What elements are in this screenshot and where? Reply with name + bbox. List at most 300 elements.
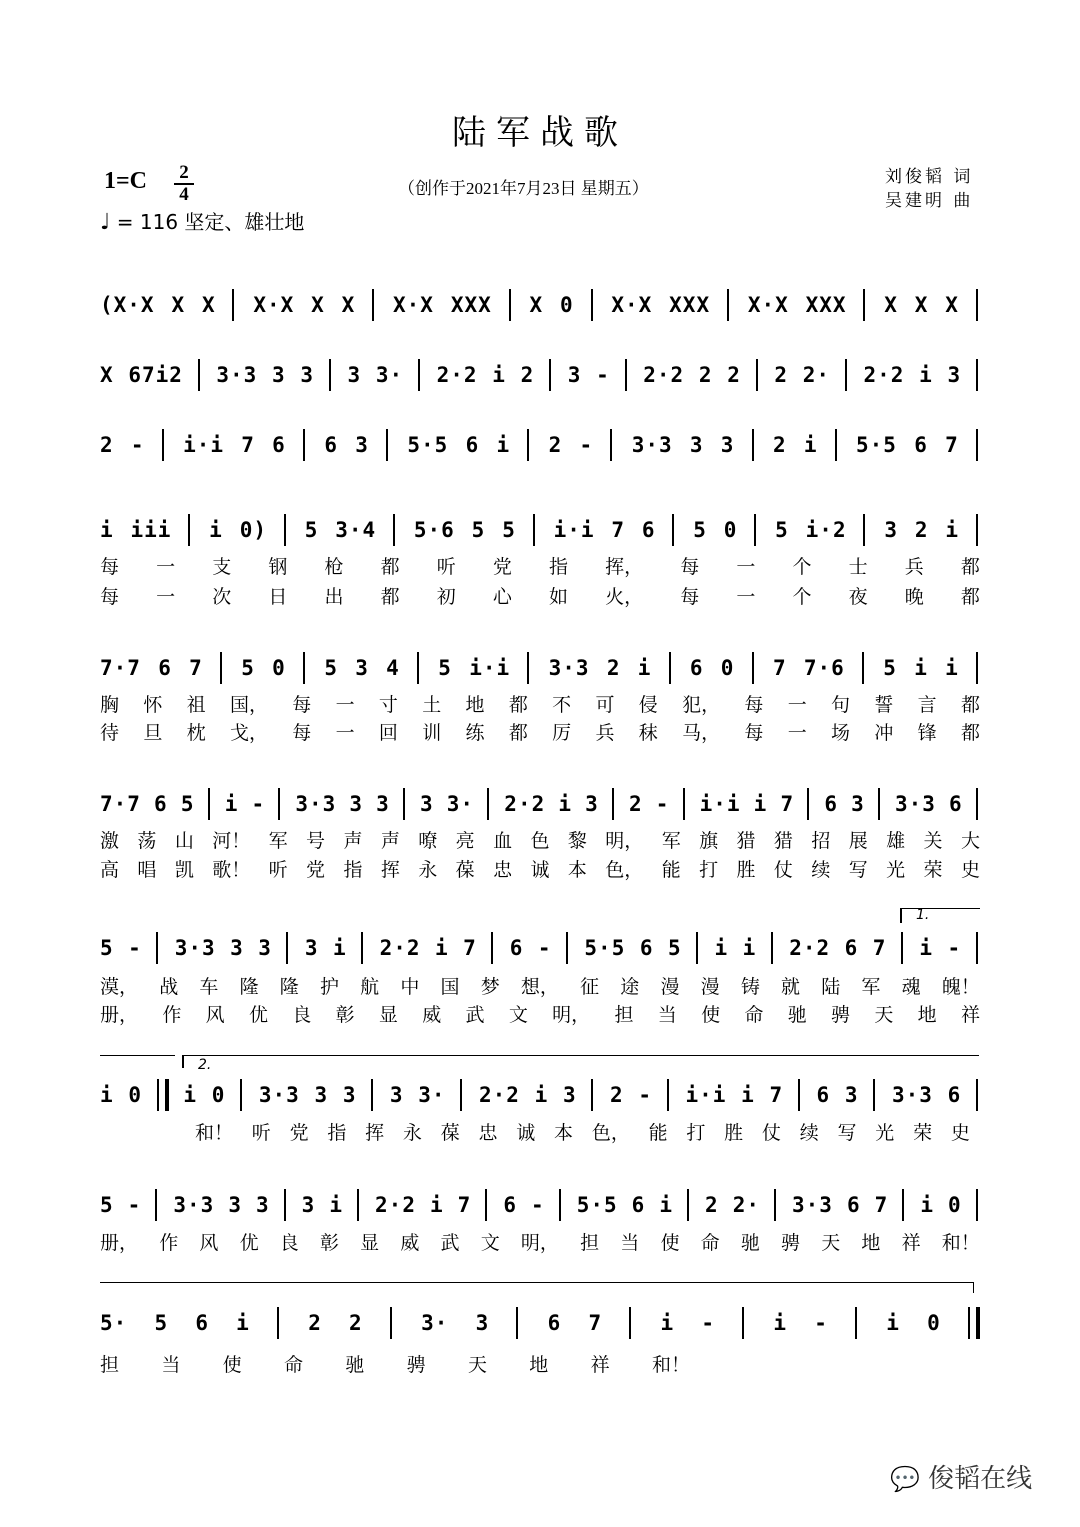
lyric-syllable: 听 bbox=[268, 859, 288, 881]
lyric-syllable: 猎 bbox=[736, 830, 756, 852]
note-group: 3 bbox=[304, 936, 319, 960]
lyric-syllable: 打 bbox=[686, 1122, 706, 1144]
note-group: i bbox=[945, 518, 959, 542]
note-group: 2·2 bbox=[789, 936, 831, 960]
lyric-syllable: 每 bbox=[744, 694, 764, 716]
note-group: 7 bbox=[611, 518, 626, 542]
lyric-syllable: 初 bbox=[436, 586, 456, 608]
lyric-syllable: 征 bbox=[580, 976, 600, 998]
lyric-syllable: 光 bbox=[886, 859, 906, 881]
barline bbox=[672, 514, 676, 546]
lyric-syllable: 出 bbox=[324, 586, 344, 608]
note-group: 3 bbox=[689, 433, 704, 457]
lyric-syllable: 国 bbox=[440, 976, 460, 998]
note-group: i bbox=[742, 936, 757, 960]
lyric-syllable: 都 bbox=[960, 556, 980, 578]
note-group: iii bbox=[130, 518, 172, 542]
note-group: 5·5 bbox=[584, 936, 626, 960]
note-group: 3 bbox=[255, 1193, 270, 1217]
note-group: 3·3 bbox=[173, 1193, 215, 1217]
barline bbox=[612, 788, 616, 820]
lyric-syllable: 招 bbox=[811, 830, 831, 852]
note-group: X·X bbox=[611, 293, 653, 317]
lyric-syllable: 不 bbox=[552, 694, 572, 716]
note-group: 2·2 bbox=[436, 363, 478, 387]
lyric-syllable: 厉 bbox=[552, 722, 572, 744]
lyric-syllable: 作 bbox=[162, 1004, 182, 1026]
lyric-syllable: 一 bbox=[736, 586, 756, 608]
lyric-syllable: 就 bbox=[781, 976, 801, 998]
note-group: - bbox=[531, 1193, 545, 1217]
lyric-syllable: 兵 bbox=[595, 722, 615, 744]
note-group: - bbox=[638, 1083, 653, 1107]
barline bbox=[559, 1189, 563, 1221]
lyric-syllable: 回 bbox=[378, 722, 398, 744]
lyric-syllable: 歌！ bbox=[212, 859, 251, 881]
lyric-syllable: 彰 bbox=[335, 1004, 355, 1026]
lyric-syllable: 驰 bbox=[345, 1354, 365, 1376]
barline bbox=[687, 1189, 691, 1221]
lyric-syllable: 誓 bbox=[874, 694, 894, 716]
note-group: 6 bbox=[324, 433, 338, 457]
score-row-6 bbox=[100, 784, 980, 824]
lyric-syllable: 猎 bbox=[773, 830, 793, 852]
volta-bracket-2 bbox=[182, 1055, 979, 1073]
lyric-syllable: 册， bbox=[100, 1232, 139, 1254]
note-group: 6 bbox=[947, 1083, 962, 1107]
barline bbox=[527, 429, 531, 461]
lyric-syllable: 地 bbox=[917, 1004, 937, 1026]
note-group: 3·3 bbox=[548, 656, 590, 680]
lyric-syllable: 寸 bbox=[378, 694, 398, 716]
volta-bracket-1-continued bbox=[100, 1055, 175, 1068]
note-group: 4 bbox=[386, 656, 400, 680]
note-group: 6 bbox=[844, 936, 859, 960]
lyric-syllable: 天 bbox=[467, 1354, 487, 1376]
lyric-syllable: 天 bbox=[821, 1232, 841, 1254]
note-group: XXX bbox=[805, 293, 847, 317]
barline bbox=[188, 514, 192, 546]
note-group: - bbox=[655, 792, 670, 816]
lyric-syllable: 命 bbox=[744, 1004, 764, 1026]
note-group: 6 bbox=[846, 1193, 861, 1217]
barline bbox=[549, 359, 553, 391]
note-group: 2·2 bbox=[375, 1193, 416, 1217]
lyric-syllable: 军 bbox=[661, 830, 681, 852]
lyric-syllable: 永 bbox=[402, 1122, 422, 1144]
note-group: 2 bbox=[698, 363, 713, 387]
note-group: 3 bbox=[258, 936, 272, 960]
lyric-syllable: 都 bbox=[380, 556, 400, 578]
barline bbox=[277, 1307, 281, 1339]
barline bbox=[485, 1189, 489, 1221]
lyric-syllable: 驰 bbox=[740, 1232, 760, 1254]
lyric-syllable: 能 bbox=[648, 1122, 668, 1144]
note-group: i bbox=[183, 1083, 198, 1107]
note-group: 7 bbox=[189, 656, 203, 680]
lyric-syllable: 地 bbox=[465, 694, 485, 716]
lyric-syllable: 军 bbox=[861, 976, 881, 998]
lyric-syllable: 使 bbox=[701, 1004, 721, 1026]
lyric-syllable: 续 bbox=[811, 859, 831, 881]
note-group: i bbox=[100, 518, 114, 542]
barline bbox=[372, 289, 376, 321]
lyric-syllable: 作 bbox=[159, 1232, 179, 1254]
lyric-syllable: 言 bbox=[917, 694, 937, 716]
note-group: - bbox=[701, 1311, 715, 1335]
score-row-10 bbox=[100, 1303, 980, 1343]
lyric-syllable: 想， bbox=[520, 976, 559, 998]
barline bbox=[403, 788, 407, 820]
lyric-syllable: 明， bbox=[520, 1232, 559, 1254]
barline bbox=[742, 1307, 746, 1339]
lyric-syllable: 祥 bbox=[590, 1354, 610, 1376]
lyric-syllable: 次 bbox=[212, 586, 232, 608]
lyric-syllable: 葆 bbox=[440, 1122, 460, 1144]
lyric-syllable: 大 bbox=[960, 830, 980, 852]
note-group: i bbox=[100, 1083, 114, 1107]
note-group: 2 bbox=[914, 518, 929, 542]
note-group: - bbox=[947, 936, 962, 960]
note-group: i bbox=[429, 1193, 444, 1217]
barline bbox=[591, 1079, 595, 1111]
note-group: 0 bbox=[927, 1311, 941, 1335]
lyric-syllable: 写 bbox=[848, 859, 868, 881]
note-group: XXX bbox=[450, 293, 492, 317]
notation-line bbox=[100, 648, 980, 688]
barline bbox=[491, 932, 495, 964]
lyric-syllable: 祖 bbox=[186, 694, 206, 716]
note-group: 3· bbox=[375, 363, 404, 387]
lyric-syllable: 一 bbox=[787, 694, 807, 716]
note-group: i bbox=[773, 1311, 787, 1335]
note-group: i bbox=[492, 363, 506, 387]
note-group: 0 bbox=[272, 656, 286, 680]
note-group: 5 bbox=[471, 518, 486, 542]
score-row-1 bbox=[100, 285, 980, 325]
note-group: - bbox=[128, 936, 142, 960]
lyric-syllable: 文 bbox=[508, 1004, 528, 1026]
note-group: i bbox=[209, 518, 223, 542]
notation-line bbox=[100, 1075, 980, 1115]
note-group: 5 bbox=[883, 656, 897, 680]
note-group: 7 bbox=[772, 656, 787, 680]
lyric-syllable: 戈， bbox=[229, 722, 268, 744]
note-group: 6 bbox=[631, 1193, 646, 1217]
note-group: 2 bbox=[705, 1193, 719, 1217]
lyric-syllable: 秣 bbox=[638, 722, 658, 744]
lyric-syllable: 夜 bbox=[848, 586, 868, 608]
note-group: 5·5 bbox=[576, 1193, 618, 1217]
barline bbox=[208, 788, 212, 820]
note-group: 3·3 bbox=[792, 1193, 833, 1217]
quarter-note-icon: ♩ bbox=[100, 210, 111, 235]
lyric-syllable: 光 bbox=[875, 1122, 895, 1144]
note-group: 7 bbox=[872, 936, 887, 960]
lyric-syllable: 当 bbox=[657, 1004, 677, 1026]
lyric-syllable: 担 bbox=[100, 1354, 120, 1376]
note-group: X bbox=[529, 293, 544, 317]
barline bbox=[198, 359, 202, 391]
lyric-syllable: 都 bbox=[508, 694, 528, 716]
lyric-syllable: 都 bbox=[960, 722, 980, 744]
barline bbox=[727, 289, 731, 321]
note-group: 5 bbox=[667, 936, 682, 960]
lyric-syllable: 胸 bbox=[100, 694, 120, 716]
note-group: 2 bbox=[548, 433, 563, 457]
score-row-7 bbox=[100, 928, 980, 968]
note-group: 5·5 bbox=[856, 433, 897, 457]
lyricist-credit: 刘俊韬 词 bbox=[885, 167, 974, 187]
note-group: 3· bbox=[418, 1083, 446, 1107]
lyric-syllable: 荣 bbox=[923, 859, 943, 881]
barline bbox=[610, 429, 614, 461]
lyric-syllable: 册， bbox=[100, 1004, 139, 1026]
lyrics-row-6-verse-1 bbox=[100, 826, 980, 853]
note-group: X bbox=[945, 293, 959, 317]
lyric-syllable: 军 bbox=[268, 830, 288, 852]
note-group: - bbox=[596, 363, 610, 387]
note-group: 2·2 bbox=[379, 936, 421, 960]
note-group: X·X bbox=[393, 293, 434, 317]
note-group: XXX bbox=[669, 293, 711, 317]
lyric-syllable: 写 bbox=[837, 1122, 857, 1144]
lyric-syllable: 色， bbox=[591, 1122, 630, 1144]
lyric-syllable: 怀 bbox=[143, 694, 163, 716]
lyric-syllable: 风 bbox=[205, 1004, 225, 1026]
note-group: 2·2 bbox=[504, 792, 546, 816]
lyric-syllable: 和！ bbox=[941, 1232, 980, 1254]
lyrics-row-7-verse-1 bbox=[100, 972, 980, 999]
note-group: i bbox=[558, 792, 572, 816]
barline bbox=[516, 1307, 520, 1339]
note-group: 0) bbox=[239, 518, 267, 542]
barline bbox=[527, 652, 531, 684]
lyric-syllable: 文 bbox=[480, 1232, 500, 1254]
lyric-syllable: 都 bbox=[380, 586, 400, 608]
lyric-syllable: 每 bbox=[292, 722, 312, 744]
lyric-syllable: 担 bbox=[580, 1232, 600, 1254]
lyrics-row-8-verse-1 bbox=[195, 1118, 970, 1145]
lyric-syllable: 中 bbox=[400, 976, 420, 998]
note-group: 3 bbox=[301, 1193, 316, 1217]
note-group: 5 bbox=[304, 518, 319, 542]
barline bbox=[752, 429, 756, 461]
note-group: i bbox=[919, 363, 933, 387]
barline bbox=[157, 1079, 169, 1111]
note-group: 3 bbox=[349, 792, 364, 816]
note-group: 5 bbox=[775, 518, 789, 542]
lyric-syllable: 荣 bbox=[913, 1122, 933, 1144]
lyric-syllable: 挥， bbox=[605, 556, 644, 578]
barline bbox=[976, 1079, 980, 1111]
lyric-syllable: 显 bbox=[360, 1232, 380, 1254]
lyric-syllable: 骋 bbox=[406, 1354, 426, 1376]
note-group: 6 bbox=[158, 656, 172, 680]
note-group: i·i bbox=[699, 792, 741, 816]
note-group: 3 bbox=[228, 1193, 242, 1217]
note-group: i bbox=[741, 1083, 755, 1107]
lyric-syllable: 个 bbox=[792, 586, 812, 608]
barline bbox=[902, 1189, 906, 1221]
lyric-syllable: 黎 bbox=[567, 830, 587, 852]
lyric-syllable: 挥 bbox=[365, 1122, 385, 1144]
note-group: 6 bbox=[465, 433, 480, 457]
time-signature bbox=[174, 164, 194, 204]
lyric-syllable: 山 bbox=[174, 830, 194, 852]
barline bbox=[863, 289, 867, 321]
note-group: 7 bbox=[588, 1311, 603, 1335]
note-group: 2 bbox=[308, 1311, 322, 1335]
note-group: 3·3 bbox=[631, 433, 673, 457]
note-group: i·2 bbox=[805, 518, 847, 542]
barline bbox=[754, 514, 758, 546]
note-group: 6 bbox=[509, 936, 524, 960]
note-group: X bbox=[100, 363, 114, 387]
barline bbox=[976, 932, 980, 964]
barline bbox=[393, 514, 397, 546]
barline bbox=[629, 1307, 633, 1339]
lyric-syllable: 党 bbox=[306, 859, 326, 881]
lyric-syllable: 本 bbox=[567, 859, 587, 881]
note-group: 0 bbox=[128, 1083, 143, 1107]
note-group: X bbox=[171, 293, 186, 317]
note-group: 7 bbox=[945, 433, 959, 457]
volta-bracket-1 bbox=[900, 908, 980, 923]
note-group: 7 bbox=[769, 1083, 784, 1107]
lyric-syllable: 良 bbox=[292, 1004, 312, 1026]
barline bbox=[976, 652, 980, 684]
barline bbox=[361, 932, 365, 964]
lyric-syllable: 都 bbox=[960, 694, 980, 716]
lyric-syllable: 胜 bbox=[724, 1122, 744, 1144]
lyric-syllable: 个 bbox=[792, 556, 812, 578]
barline bbox=[232, 289, 236, 321]
lyric-syllable: 骋 bbox=[781, 1232, 801, 1254]
barline bbox=[357, 1189, 361, 1221]
note-group: 5 bbox=[241, 656, 255, 680]
note-group: - bbox=[127, 1193, 142, 1217]
note-group: 3 bbox=[420, 792, 434, 816]
lyric-syllable: 火， bbox=[605, 586, 644, 608]
note-group: 6 bbox=[824, 792, 838, 816]
note-group: 2·2 bbox=[643, 363, 685, 387]
note-group: i bbox=[332, 936, 347, 960]
note-group: - bbox=[579, 433, 594, 457]
lyric-syllable: 指 bbox=[327, 1122, 347, 1144]
barline bbox=[976, 514, 980, 546]
barline bbox=[873, 1079, 877, 1111]
time-signature-bottom: 4 bbox=[179, 184, 189, 205]
note-group: 3 bbox=[230, 936, 244, 960]
lyric-syllable: 旦 bbox=[143, 722, 163, 744]
barline bbox=[303, 429, 307, 461]
watermark-text: 俊韬在线 bbox=[928, 1464, 1033, 1494]
lyric-syllable: 仗 bbox=[761, 1122, 781, 1144]
lyric-syllable: 锋 bbox=[917, 722, 937, 744]
barline bbox=[845, 359, 849, 391]
note-group: i·i bbox=[183, 433, 224, 457]
watermark bbox=[890, 1458, 1032, 1495]
tempo-marking bbox=[100, 206, 304, 235]
lyric-syllable: 侵 bbox=[638, 694, 658, 716]
notation-line bbox=[100, 285, 980, 325]
lyric-syllable: 号 bbox=[306, 830, 326, 852]
note-group: 0 bbox=[559, 293, 574, 317]
barline bbox=[390, 1307, 394, 1339]
note-group: 7 bbox=[241, 433, 255, 457]
barline bbox=[976, 788, 980, 820]
lyric-syllable: 护 bbox=[319, 976, 339, 998]
lyric-syllable: 一 bbox=[736, 556, 756, 578]
barline bbox=[417, 652, 421, 684]
lyric-syllable: 战 bbox=[159, 976, 179, 998]
lyric-syllable: 魄！ bbox=[941, 976, 980, 998]
note-group: 5 bbox=[180, 792, 195, 816]
page-title: 陆军战歌 bbox=[452, 113, 628, 153]
barline bbox=[696, 932, 700, 964]
note-group: 3· bbox=[421, 1311, 449, 1335]
notation-line bbox=[100, 1185, 980, 1225]
lyric-syllable: 高 bbox=[100, 859, 120, 881]
lyric-syllable: 史 bbox=[950, 1122, 970, 1144]
note-group: i bbox=[637, 656, 652, 680]
lyric-syllable: 指 bbox=[343, 859, 363, 881]
lyric-syllable: 一 bbox=[787, 722, 807, 744]
barline bbox=[862, 652, 866, 684]
lyric-syllable: 铸 bbox=[740, 976, 760, 998]
lyric-syllable: 党 bbox=[289, 1122, 309, 1144]
lyric-syllable: 和！ bbox=[195, 1122, 234, 1144]
note-group: 3 bbox=[884, 518, 898, 542]
lyric-syllable: 国， bbox=[229, 694, 268, 716]
note-group: 2 bbox=[727, 363, 741, 387]
lyric-syllable: 祥 bbox=[901, 1232, 921, 1254]
barline bbox=[162, 429, 166, 461]
note-group: - bbox=[814, 1311, 828, 1335]
lyric-syllable: 马， bbox=[682, 722, 721, 744]
barline bbox=[901, 932, 905, 964]
lyric-syllable: 句 bbox=[831, 694, 851, 716]
note-group: 2 bbox=[520, 363, 535, 387]
note-group: 3·3 bbox=[295, 792, 337, 816]
barline bbox=[284, 1189, 288, 1221]
note-group: i bbox=[753, 792, 768, 816]
note-group: X bbox=[884, 293, 898, 317]
lyric-syllable: 声 bbox=[343, 830, 363, 852]
lyric-syllable: 冲 bbox=[874, 722, 894, 744]
note-group: 3 bbox=[272, 363, 286, 387]
barline bbox=[968, 1307, 980, 1339]
note-group: 3 bbox=[355, 433, 369, 457]
note-group: (X·X bbox=[100, 293, 155, 317]
note-group: 0 bbox=[720, 656, 735, 680]
notation-line bbox=[100, 928, 980, 968]
lyric-syllable: 漫 bbox=[700, 976, 720, 998]
lyric-syllable: 漫 bbox=[660, 976, 680, 998]
lyric-syllable: 心 bbox=[492, 586, 512, 608]
barline bbox=[669, 652, 673, 684]
lyric-syllable: 明， bbox=[605, 830, 644, 852]
note-group: 6 bbox=[816, 1083, 831, 1107]
lyrics-row-7-verse-2 bbox=[100, 1000, 980, 1027]
barline bbox=[509, 289, 513, 321]
note-group: i bbox=[886, 1311, 900, 1335]
lyric-syllable: 雄 bbox=[886, 830, 906, 852]
score-row-4 bbox=[100, 510, 980, 550]
lyric-syllable: 每 bbox=[292, 694, 312, 716]
lyric-syllable: 枪 bbox=[324, 556, 344, 578]
